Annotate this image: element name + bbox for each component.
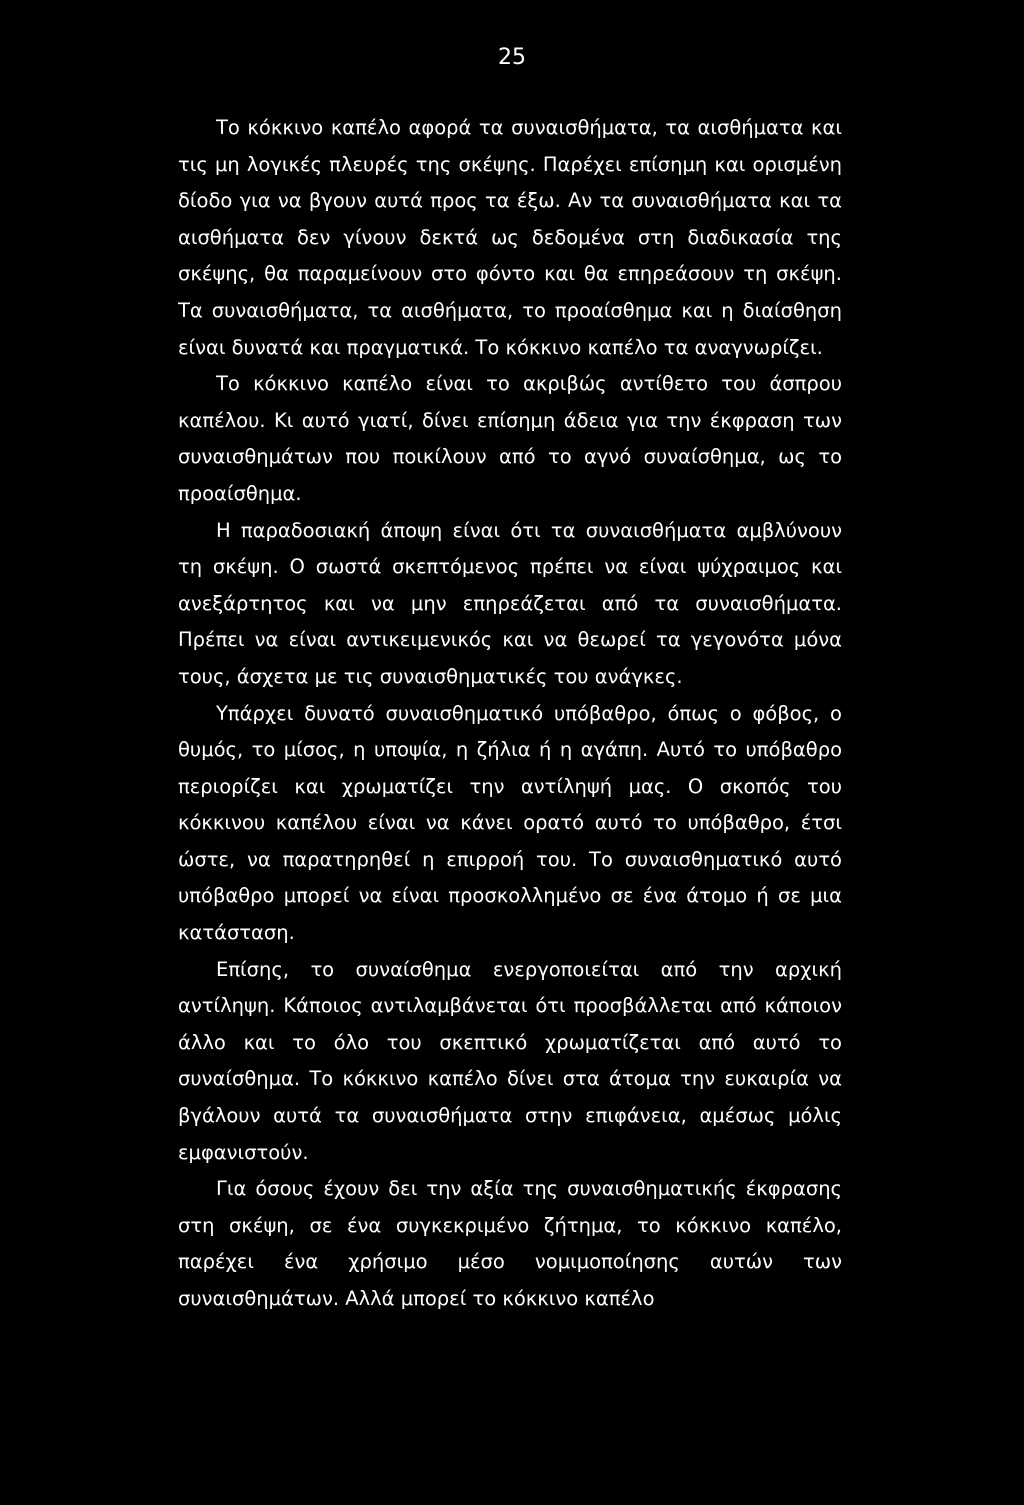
page-number: 25 — [498, 45, 526, 70]
paragraph: Για όσους έχουν δει την αξία της συναισθηματικής έκφρασης στη σκέψη, σε ένα συγκεκριμένο ζήτημα, το κόκκινο καπέλο, παρέχει ένα χρήσιμο μέσο νομιμοποίησης αυτών των συναισθημάτων. Αλλά μπορεί το κόκκινο καπέλο — [178, 1177, 842, 1310]
document-body — [178, 110, 842, 1318]
paragraph: Υπάρχει δυνατό συναισθηματικό υπόβαθρο, όπως ο φόβος, ο θυμός, το μίσος, η υποψία, η ζήλια ή η αγάπη. Αυτό το υπόβαθρο περιορίζει και χρωματίζει την αντίληψή μας. Ο σκοπός του κόκκινου καπέλου είναι να κάνει ορατό αυτό το υπόβαθρο, έτσι ώστε, να παρατηρηθεί η επιρροή του. Το συναισθηματικό αυτό υπόβαθρο μπορεί να είναι προσκολλημένο σε ένα άτομο ή σε μια κατάσταση. — [178, 701, 842, 945]
paragraph: Το κόκκινο καπέλο είναι το ακριβώς αντίθετο του άσπρου καπέλου. Κι αυτό γιατί, δίνει επίσημη άδεια για την έκφραση των συναισθημάτων που ποικίλουν από το αγνό συναίσθημα, ως το προαίσθημα. — [178, 372, 842, 505]
paragraph: Το κόκκινο καπέλο αφορά τα συναισθήματα, τα αισθήματα και τις μη λογικές πλευρές της σκέψης. Παρέχει επίσημη και ορισμένη δίοδο για να βγουν αυτά προς τα έξω. Αν τα συναισθήματα και τα αισθήματα δεν γίνουν δεκτά ως δεδομένα στη διαδικασία της σκέψης, θα παραμείνουν στο φόντο και θα επηρεάσουν τη σκέψη. Τα συναισθήματα, τα αισθήματα, το προαίσθημα και η διαίσθηση είναι δυνατά και πραγματικά. Το κόκκινο καπέλο τα αναγνωρίζει. — [178, 116, 842, 359]
paragraph: Η παραδοσιακή άποψη είναι ότι τα συναισθήματα αμβλύνουν τη σκέψη. Ο σωστά σκεπτόμενος πρέπει να είναι ψύχραιμος και ανεξάρτητος και να μην επηρεάζεται από τα συναισθήματα. Πρέπει να είναι αντικειμενικός και να θεωρεί τα γεγονότα μόνα τους, άσχετα με τις συναισθηματικές του ανάγκες. — [178, 518, 842, 688]
paragraph: Επίσης, το συναίσθημα ενεργοποιείται από την αρχική αντίληψη. Κάποιος αντιλαμβάνεται ότι προσβάλλεται από κάποιον άλλο και το όλο του σκεπτικό χρωματίζεται από αυτό το συναίσθημα. Το κόκκινο καπέλο δίνει στα άτομα την ευκαιρία να βγάλουν αυτά τα συναισθήματα στην επιφάνεια, αμέσως μόλις εμφανιστούν. — [178, 957, 842, 1164]
